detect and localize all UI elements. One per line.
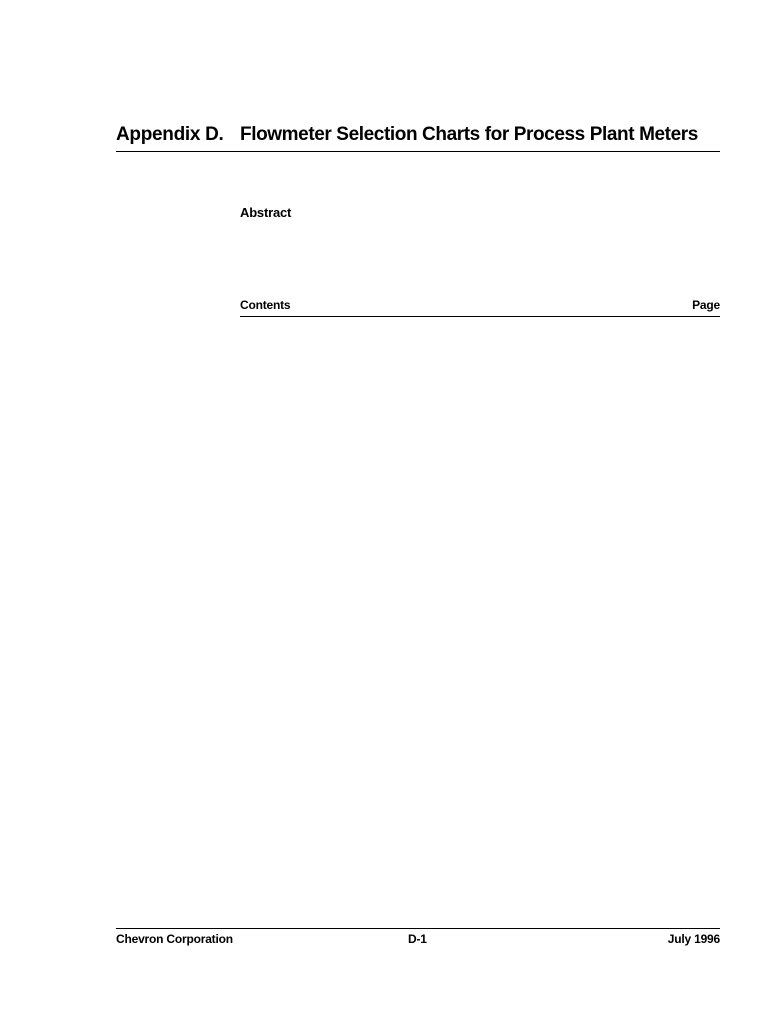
appendix-label: Appendix D. bbox=[116, 124, 224, 145]
page-column-heading: Page bbox=[692, 298, 720, 312]
footer-company: Chevron Corporation bbox=[116, 932, 233, 946]
contents-header-row bbox=[240, 297, 720, 317]
footer-page-number: D-1 bbox=[408, 932, 427, 946]
abstract-heading: Abstract bbox=[240, 205, 292, 220]
page-footer bbox=[116, 928, 720, 949]
footer-date: July 1996 bbox=[667, 932, 720, 946]
contents-heading: Contents bbox=[240, 298, 291, 312]
appendix-title: Flowmeter Selection Charts for Process Plant Meters bbox=[240, 124, 698, 145]
document-header bbox=[116, 120, 720, 152]
